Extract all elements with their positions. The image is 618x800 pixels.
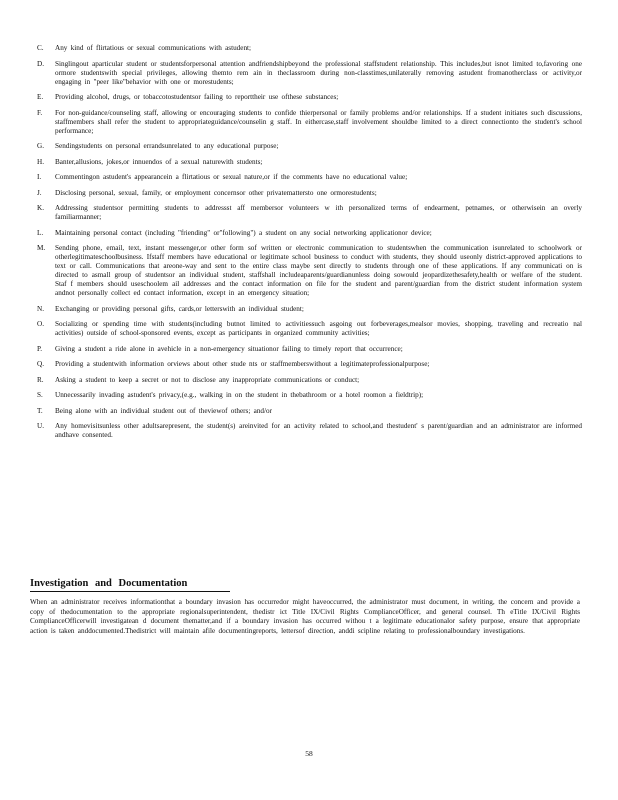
list-item-text: Disclosing personal, sexual, family, or employment concernsor other privatemattersto one ormorestudents; bbox=[55, 188, 377, 197]
list-item bbox=[37, 391, 582, 400]
list-item-text: Providing a studentwith information orviews about other stude nts or staffmemberswithout a legitimateprofessionalpurpose; bbox=[55, 360, 430, 368]
list-item bbox=[37, 422, 582, 440]
list-item bbox=[37, 305, 582, 314]
list-item-letter: U. bbox=[37, 422, 44, 430]
conduct-list bbox=[37, 44, 582, 447]
list-item bbox=[37, 93, 582, 102]
list-item-text: Addressing studentsor permitting students to addressst aff membersor volunteers w ith personalized terms of endearment, petnames, or otherwisein an overly familiarmanner; bbox=[55, 204, 582, 221]
page-number: 58 bbox=[305, 749, 313, 758]
list-item-text: Unnecessarily invading astudent's privacy,(e.g., walking in on the student in thebathroom or a hotel roomon a fieldtrip); bbox=[55, 391, 424, 399]
list-item bbox=[37, 229, 582, 238]
list-item-letter: L. bbox=[37, 228, 44, 237]
list-item bbox=[37, 345, 582, 354]
list-item-letter: H. bbox=[37, 157, 44, 166]
list-item bbox=[37, 376, 582, 385]
section-heading: Investigation and Documentation bbox=[30, 577, 230, 592]
list-item bbox=[37, 44, 582, 53]
list-item bbox=[37, 204, 582, 222]
list-item bbox=[37, 142, 582, 151]
list-item-text: For non-guidance/counseling staff, allowing or encouraging students to confide thierpersonal or family problems and/or relationships. If a student initiates such discussions, staffmembers shall refer the student to appropriateguidance/counselin g staff. In eithercase,staff involvement shouldbe limited to a direct connectionto the student's school performance; bbox=[55, 108, 582, 135]
list-item-text: Sendingstudents on personal errandsunrelated to any educational purpose; bbox=[55, 142, 279, 150]
list-item-letter: J. bbox=[37, 188, 42, 197]
list-item-text: Giving a student a ride alone in avehicle in a non-emergency situationor failing to timely report that occurrence; bbox=[55, 344, 403, 353]
list-item bbox=[37, 244, 582, 298]
list-item-letter: F. bbox=[37, 108, 43, 117]
list-item bbox=[37, 407, 582, 416]
list-item-text: Commentingon astudent's appearancein a flirtatious or sexual nature,or if the comments have no educational value; bbox=[55, 173, 408, 181]
list-item-letter: K. bbox=[37, 204, 44, 212]
list-item-letter: D. bbox=[37, 59, 44, 68]
list-item-letter: S. bbox=[37, 391, 43, 399]
list-item-text: Asking a student to keep a secret or not to disclose any inappropriate communications or conduct; bbox=[55, 375, 360, 384]
list-item bbox=[37, 60, 582, 87]
list-item-letter: O. bbox=[37, 320, 44, 328]
list-item-letter: C. bbox=[37, 44, 44, 52]
list-item-letter: R. bbox=[37, 375, 44, 384]
list-item-text: Socializing or spending time with students(including butnot limited to activitiessuch asgoing out forbeverages,mealsor movies, shopping, traveling and recreatio nal activities) outside of school-sponsored events, except as participants in organized community activities; bbox=[55, 320, 582, 337]
list-item-letter: P. bbox=[37, 344, 42, 353]
list-item bbox=[37, 173, 582, 182]
list-item-text: Any kind of flirtatious or sexual communications with astudent; bbox=[55, 44, 252, 52]
list-item-letter: N. bbox=[37, 304, 44, 313]
list-item-text: Singlingout aparticular student or studentsforpersonal attention andfriendshipbeyond the professional staffstudent relationship. This includes,but isnot limited to,favoring one ormore studentswith special privileges, allowing themto rem ain in theclassroom during non-classtimes,unilaterally removing astudent fromanotherclass or activity,or engaging in "peer like"behavior with one or morestudents; bbox=[55, 59, 582, 86]
list-item bbox=[37, 360, 582, 369]
list-item-text: Banter,allusions, jokes,or innuendos of a sexual naturewith students; bbox=[55, 157, 263, 166]
list-item bbox=[37, 158, 582, 167]
list-item bbox=[37, 189, 582, 198]
list-item-text: Being alone with an individual student out of theviewof others; and/or bbox=[55, 406, 273, 415]
list-item-text: Any homevisitsunless other adultsarepresent, the student(s) areinvited for an activity related to school,and thestudent' s parent/guardian and an administrator are informed andhave consented. bbox=[55, 422, 582, 439]
list-item-letter: E. bbox=[37, 93, 44, 101]
list-item-letter: Q. bbox=[37, 360, 44, 368]
list-item-text: Sending phone, email, text, instant messenger,or other form sof written or electronic communication to studentswhen the communication isunrelated to schoolwork or otherlegitimateschoolbusiness. Ifstaff members have educational or legitimate school business to conduct with students, they should useonly district-approved applications to text or call. Communications that areone-way and sent to the entire class maybe sent directly to students through one of these applications. If any communicati on is directed to asmall group of studentsor an individual student, staffshall includeaparents/guardianunless doing sowould jeopardizethesafety,health or welfare of the student. Staf f members should useschoolem ail addresses and the contact information on file for the student and parent/guardian from the district student information system andnot personally collect ed contact information, except in an emergency situation; bbox=[55, 244, 582, 297]
list-item bbox=[37, 320, 582, 338]
list-item-letter: T. bbox=[37, 406, 43, 415]
list-item-letter: M. bbox=[37, 244, 46, 252]
list-item-text: Providing alcohol, drugs, or tobaccotostudentsor failing to reporttheir use ofthese substances; bbox=[55, 93, 339, 101]
list-item bbox=[37, 109, 582, 136]
section-paragraph: When an administrator receives informationthat a boundary invasion has occurredor might haveoccurred, the administrator must document, in writing, the concern and provide a copy of thedocumentation to the appropriate regionalsuperintendent, thedistr ict Title IX/Civil Rights ComplianceOfficer, and general counsel. Th eTitle IX/Civil Rights ComplianceOfficerwill investigatean d document thematter,and if a boundary invasion has occurred withou t a legitimate educationalor safety purpose, ensure that appropriate action is taken anddocumented.Thedistrict will maintain afile documentingreports, lettersof direction, anddi scipline relating to professionalboundary investigations. bbox=[30, 598, 580, 635]
list-item-text: Exchanging or providing personal gifts, cards,or letterswith an individual student; bbox=[55, 304, 304, 313]
list-item-letter: I. bbox=[37, 173, 42, 181]
list-item-text: Maintaining personal contact (including "friending" or"following") a student on any social networking applicationor device; bbox=[55, 228, 432, 237]
list-item-letter: G. bbox=[37, 142, 44, 150]
